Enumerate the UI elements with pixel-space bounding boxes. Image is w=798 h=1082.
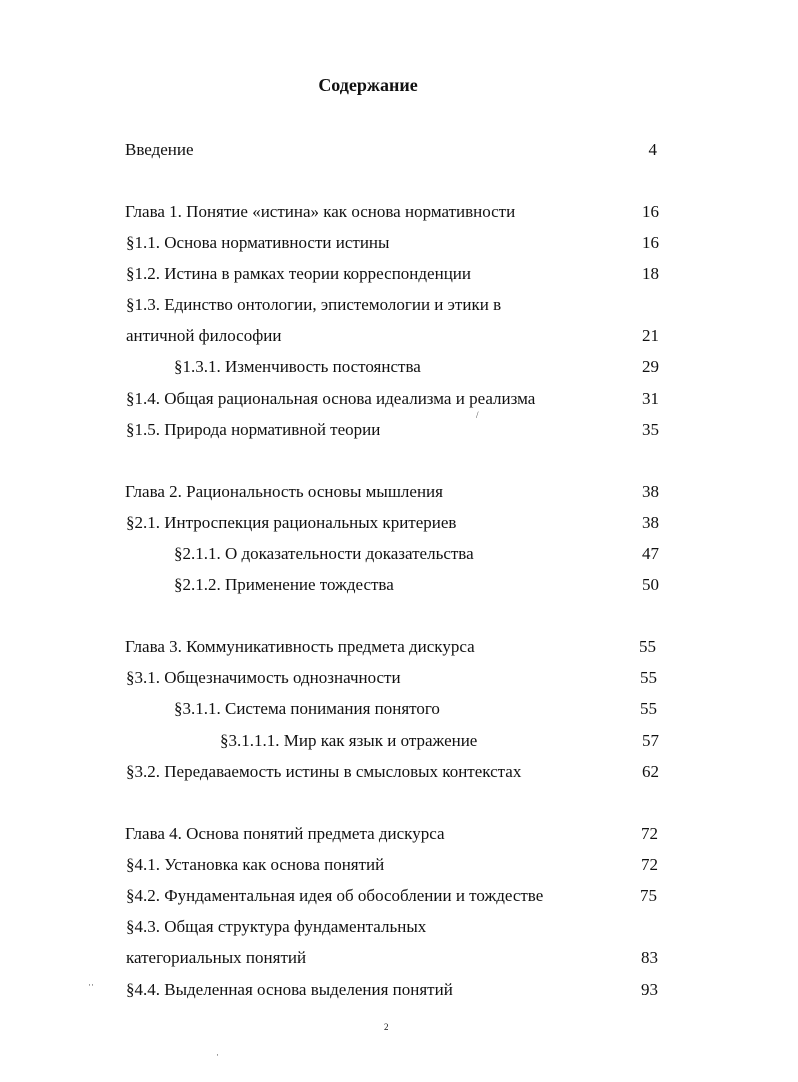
toc-entry-section-4-2: §4.2. Фундаментальная идея об обособлении и тождестве [126, 886, 544, 905]
scan-speck: · [216, 1050, 219, 1060]
toc-title: Содержание [318, 75, 418, 95]
toc-page-intro: 4 [648, 140, 657, 159]
page-number: 2 [384, 1022, 389, 1032]
toc-page-section-1-2: 18 [642, 264, 659, 283]
toc-page-chapter-2: 38 [642, 482, 659, 501]
toc-page-section-1-3: 21 [642, 326, 659, 345]
toc-entry-section-1-3-1: §1.3.1. Изменчивость постоянства [174, 357, 421, 376]
toc-entry-section-1-5: §1.5. Природа нормативной теории [126, 420, 381, 439]
toc-page-section-2-1-2: 50 [642, 575, 659, 594]
toc-page-section-4-4: 93 [641, 980, 658, 999]
toc-entry-section-2-1: §2.1. Интроспекция рациональных критериев [126, 513, 457, 532]
toc-page-section-2-1-1: 47 [642, 544, 659, 563]
toc-entry-section-4-3-cont: категориальных понятий [126, 948, 307, 967]
toc-entry-section-4-3: §4.3. Общая структура фундаментальных [126, 917, 427, 936]
toc-entry-section-1-2: §1.2. Истина в рамках теории корреспонденции [126, 264, 471, 283]
toc-page-section-4-1: 72 [641, 855, 658, 874]
toc-entry-section-3-1-1: §3.1.1. Система понимания понятого [174, 699, 440, 718]
toc-page-section-3-1: 55 [640, 668, 657, 687]
toc-entry-chapter-2: Глава 2. Рациональность основы мышления [125, 482, 443, 501]
toc-entry-section-4-4: §4.4. Выделенная основа выделения понятий [126, 980, 453, 999]
toc-entry-section-1-3: §1.3. Единство онтологии, эпистемологии и этики в [126, 295, 502, 314]
toc-entry-section-2-1-1: §2.1.1. О доказательности доказательства [174, 544, 474, 563]
toc-entry-section-3-1: §3.1. Общезначимость однозначности [126, 668, 401, 687]
toc-page-chapter-1: 16 [642, 202, 659, 221]
toc-page-section-1-1: 16 [642, 233, 659, 252]
toc-entry-section-3-1-1-1: §3.1.1.1. Мир как язык и отражение [220, 731, 478, 750]
toc-entry-chapter-1: Глава 1. Понятие «истина» как основа нормативности [125, 202, 516, 221]
toc-page-section-1-3-1: 29 [642, 357, 659, 376]
toc-entry-section-1-1: §1.1. Основа нормативности истины [126, 233, 390, 252]
toc-entry-section-1-4: §1.4. Общая рациональная основа идеализма и реализма [126, 389, 536, 408]
toc-page-chapter-3: 55 [639, 637, 656, 656]
toc-entry-chapter-3: Глава 3. Коммуникативность предмета дискурса [125, 637, 475, 656]
toc-page-section-2-1: 38 [642, 513, 659, 532]
toc-page-section-3-1-1: 55 [640, 699, 657, 718]
toc-page-section-3-2: 62 [642, 762, 659, 781]
toc-entry-section-4-1: §4.1. Установка как основа понятий [126, 855, 385, 874]
toc-page-section-3-1-1-1: 57 [642, 731, 659, 750]
toc-entry-chapter-4: Глава 4. Основа понятий предмета дискурса [125, 824, 445, 843]
toc-page-section-1-5: 35 [642, 420, 659, 439]
toc-entry-section-1-3-cont: античной философии [126, 326, 282, 345]
scan-speck: ·· [88, 980, 94, 990]
toc-entry-section-3-2: §3.2. Передаваемость истины в смысловых контекстах [126, 762, 522, 781]
toc-entry-section-2-1-2: §2.1.2. Применение тождества [174, 575, 394, 594]
toc-page-section-4-3: 83 [641, 948, 658, 967]
toc-page-section-4-2: 75 [640, 886, 657, 905]
toc-page-section-1-4: 31 [642, 389, 659, 408]
toc-entry-intro: Введение [125, 140, 194, 159]
scan-speck: / [476, 410, 479, 420]
toc-page-chapter-4: 72 [641, 824, 658, 843]
